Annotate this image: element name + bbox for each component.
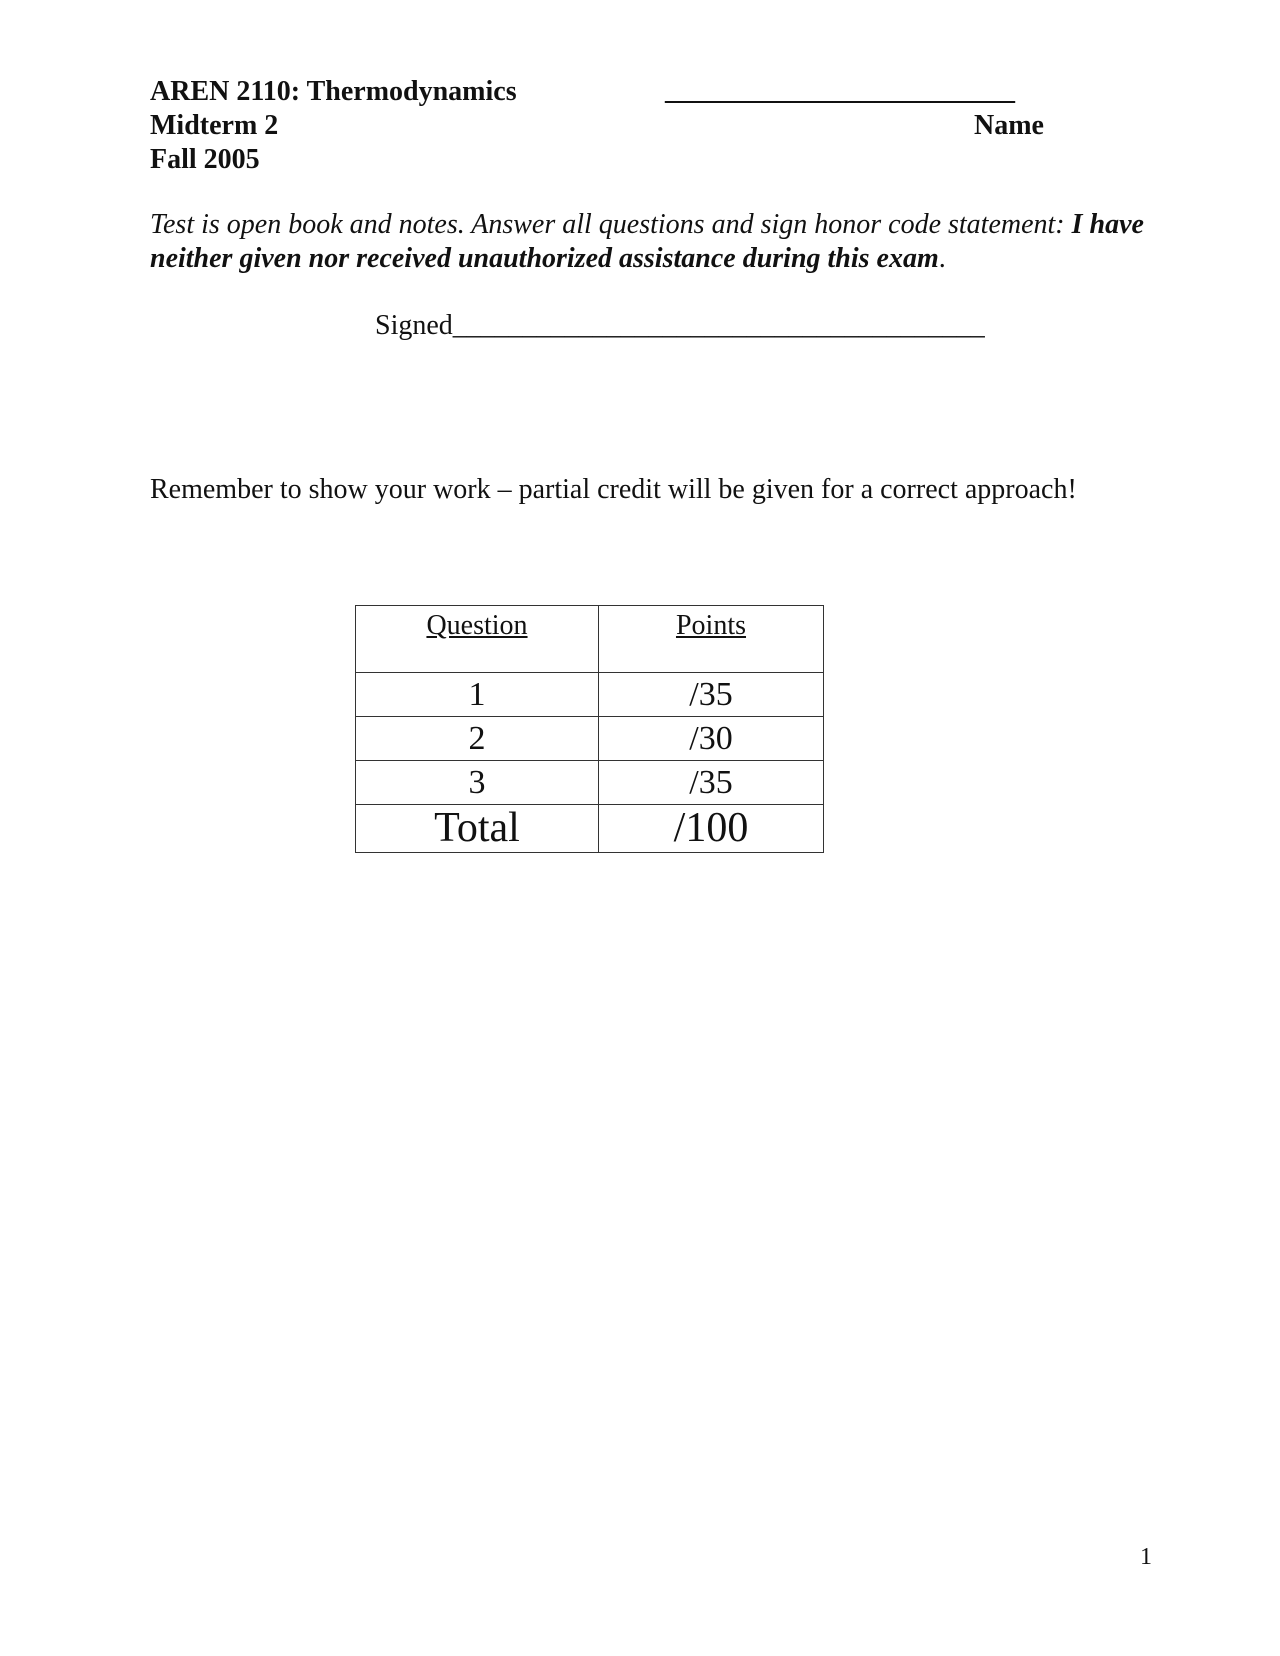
name-label: Name: [974, 110, 1044, 141]
total-label: Total: [356, 805, 599, 853]
reminder-text: Remember to show your work – partial credit will be given for a correct approach!: [150, 474, 1077, 505]
exam-term: Fall 2005: [150, 144, 260, 175]
signature-field[interactable]: Signed______________________________________: [375, 310, 985, 341]
question-number: 2: [356, 717, 599, 761]
instructions-end: .: [938, 243, 946, 274]
points-cell[interactable]: /35: [599, 761, 824, 805]
course-title: AREN 2110: Thermodynamics: [150, 76, 517, 107]
instructions: [150, 208, 1150, 276]
question-number: 1: [356, 673, 599, 717]
score-table: [355, 605, 824, 853]
exam-title: Midterm 2: [150, 110, 279, 141]
question-header: Question: [356, 606, 599, 673]
page-number: 1: [1140, 1544, 1152, 1570]
points-cell[interactable]: /35: [599, 673, 824, 717]
table-row: [356, 673, 824, 717]
name-field[interactable]: _________________________: [665, 75, 1015, 106]
honor-code-statement: I have neither given nor received unauthorized assistance during this exam: [150, 209, 1144, 274]
score-table-header: [356, 606, 824, 673]
total-points-cell[interactable]: /100: [599, 805, 824, 853]
instructions-text: Test is open book and notes. Answer all questions and sign honor code statement:: [150, 209, 1072, 240]
points-header: Points: [599, 606, 824, 673]
table-row: [356, 761, 824, 805]
table-row: [356, 717, 824, 761]
question-number: 3: [356, 761, 599, 805]
points-cell[interactable]: /30: [599, 717, 824, 761]
total-row: [356, 805, 824, 853]
